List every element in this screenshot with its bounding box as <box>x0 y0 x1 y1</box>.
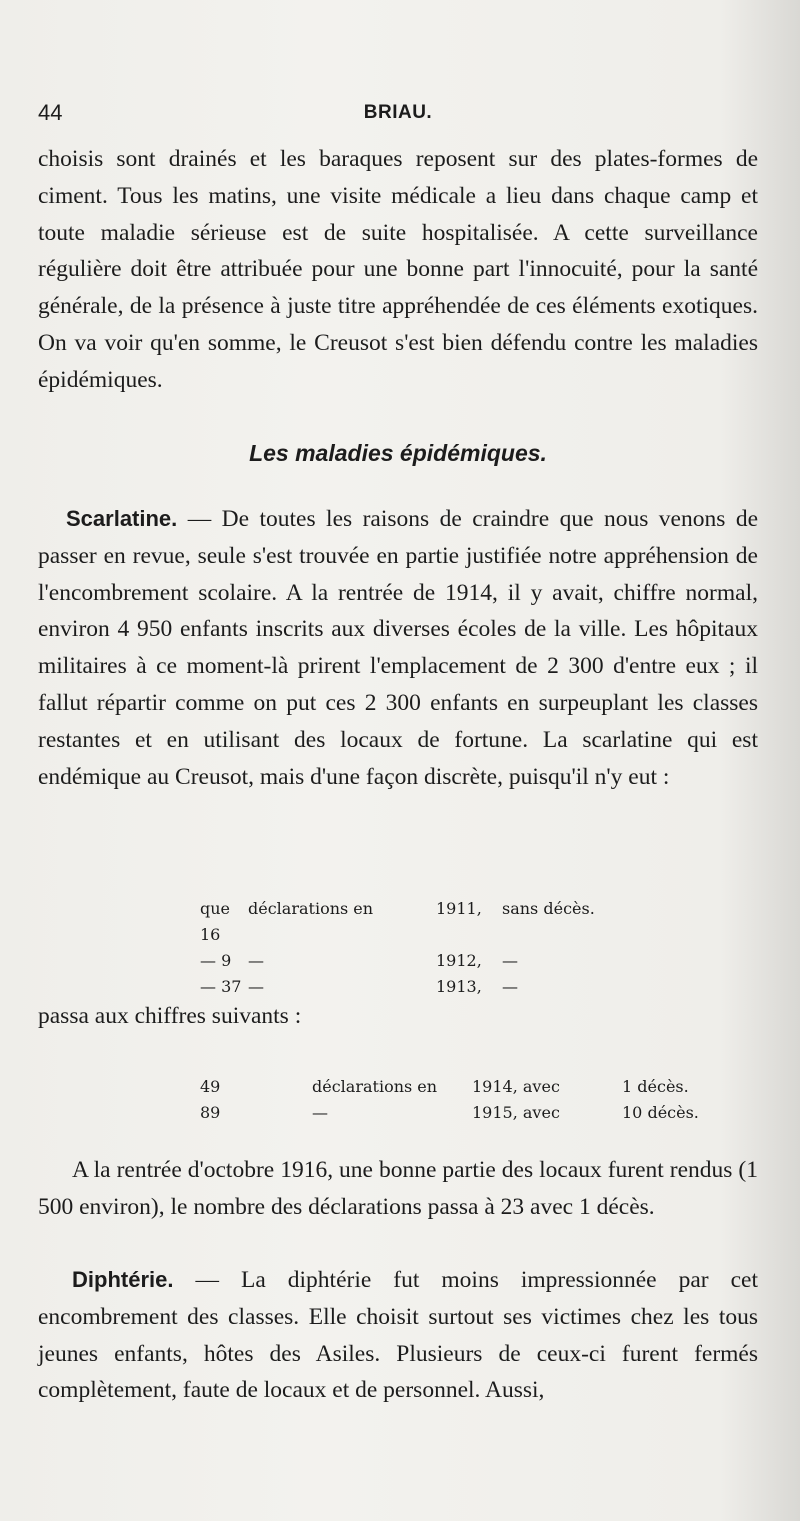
table-row <box>200 1100 699 1126</box>
page-number: 44 <box>38 100 63 125</box>
table-cell: — <box>312 1103 328 1122</box>
table-cell: — <box>248 951 264 970</box>
table-cell: 89 <box>200 1103 221 1122</box>
section-title: Les maladies épidémiques. <box>249 440 547 466</box>
paragraph-camps: choisis sont drainés et les baraques reposent sur des plates-formes de ciment. Tous les matins, une visite médicale a lieu dans chaque camp et toute maladie sérieuse est de suite hospitalisée. A cette surveillance régulière doit être attribuée pour une bonne part l'innocuité, pour la santé générale, de la présence à juste titre appréhendée de ces éléments exotiques. On va voir qu'en somme, le Creusot s'est bien défendu contre les maladies épidémiques. <box>38 146 758 393</box>
table-row <box>200 974 602 1000</box>
table-cell: — <box>502 977 518 996</box>
table-cell: — 9 <box>200 951 232 970</box>
diphterie-text: — La diphtérie fut moins impressionnée par cet encombrement des classes. Elle choisit surtout ses victimes chez les tous jeunes enfants, hôtes des Asiles. Plusieurs de ceux-ci furent fermés complètement, faute de locaux et de personnel. Aussi, <box>38 1267 758 1404</box>
table-cell: — <box>248 977 264 996</box>
table-cell: 10 décès. <box>622 1103 699 1122</box>
paragraph-scarlatine <box>38 501 758 795</box>
table-cell: 49 <box>200 1077 221 1096</box>
diphterie-heading: Diphtérie. <box>72 1267 174 1292</box>
table-cell: — <box>502 951 518 970</box>
passa-line: passa aux chiffres suivants : <box>38 1003 302 1029</box>
paragraph-diphterie <box>38 1262 758 1409</box>
table-cell: 1913, <box>436 977 482 996</box>
table-cell: 1 décès. <box>622 1077 689 1096</box>
scarlatine-text: — De toutes les raisons de craindre que nous venons de passer en revue, seule s'est trouvée en partie justifiée notre appréhension de l'encombrement scolaire. A la rentrée de 1914, il y avait, chiffre normal, environ 4 950 enfants inscrits aux diverses écoles de la ville. Les hôpitaux militaires à ce moment-là prirent l'emplacement de 2 300 d'entre eux ; il fallut répartir comme on put ces 2 300 enfants en surpeuplant les classes restantes et en utilisant des locaux de fortune. La scarlatine qui est endémique au Creusot, mais d'une façon discrète, puisqu'il n'y eut : <box>38 506 758 790</box>
table-cell: déclarations en <box>312 1077 438 1096</box>
scarlatine-heading: Scarlatine. <box>66 506 178 531</box>
running-head: BRIAU. <box>363 102 433 123</box>
table-row <box>200 896 602 948</box>
table-cell: que 16 <box>200 899 231 944</box>
table-cell: déclarations en <box>248 899 374 918</box>
table-cell: 1912, <box>436 951 482 970</box>
page-header <box>38 100 758 130</box>
table-cell: 1915, avec <box>472 1103 560 1122</box>
declarations-table-1914-1915 <box>200 1074 699 1126</box>
table-cell: sans décès. <box>502 899 595 918</box>
table-cell: 1914, avec <box>472 1077 560 1096</box>
paragraph-rentree-1916: A la rentrée d'octobre 1916, une bonne partie des locaux furent rendus (1 500 environ), le nombre des déclarations passa à 23 avec 1 décès. <box>38 1157 758 1220</box>
declarations-table-1911-1913 <box>200 896 602 1000</box>
table-row <box>200 948 602 974</box>
table-cell: 1911, <box>436 899 482 918</box>
table-cell: — 37 <box>200 977 242 996</box>
table-row <box>200 1074 699 1100</box>
